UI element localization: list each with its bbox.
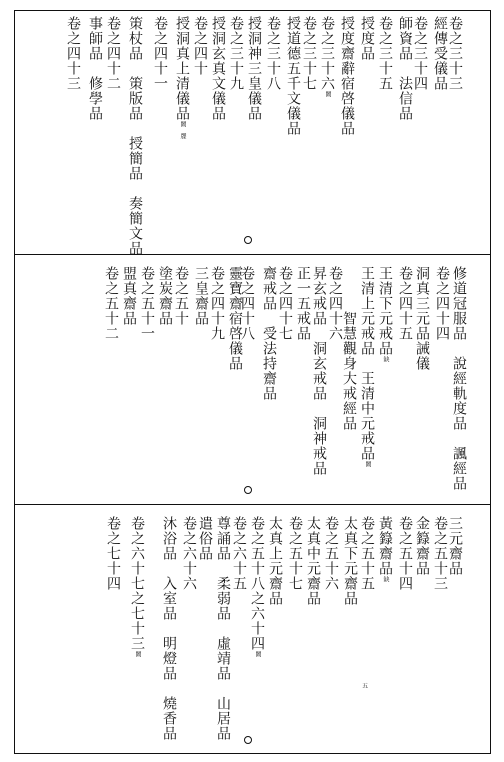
column-text: 授道德五千文儀品 [285,16,301,136]
index-column [448,16,462,91]
column-text: 卷之五十三 [432,516,448,591]
index-column [452,266,466,491]
column-text: 卷之四十 [192,16,208,76]
column-text: 卷之四十一 [152,16,168,91]
index-column [247,16,261,121]
index-column [268,516,282,606]
index-column [194,266,208,326]
column-text: 卷之三十三 [447,16,463,91]
index-column [122,266,136,326]
index-column [130,516,144,657]
column-text: 卷之六十六 [181,516,197,591]
column-note: 缺 [382,356,389,362]
column-text: 黃籙齋品 [377,516,393,576]
index-column [104,266,118,341]
column-text: 卷之四十四 [434,266,450,341]
column-text: 齋戒品 受法持齋品 [261,266,277,401]
index-column [174,266,188,326]
column-text: 事師品 修學品 [87,16,103,121]
column-text: 王清上元戒品 王清中元戒品 [359,266,375,461]
index-column [216,516,230,741]
index-column [415,266,429,371]
index-column [433,16,447,91]
column-text: 卷之四十七 [277,266,293,341]
column-text: 王清下元戒品 [377,266,393,356]
column-text: 卷之六十七之七十三 [129,516,145,651]
index-column [106,16,120,91]
index-column [302,16,316,91]
index-column [228,266,242,371]
index-column [378,16,392,91]
column-text: 授洞神三皇儀品 [246,16,262,121]
column-text: 三皇齋品 [193,266,209,326]
column-text: 卷之七十四 [105,516,121,591]
column-text: 修道冠服品 說經軌度品 諷經品 [451,266,467,491]
column-text: 授度齋辭宿啓儀品 [339,16,355,136]
index-column [413,16,427,91]
column-text: 卷之四十八 [239,266,255,341]
column-text: 沐浴品 入室品 明燈品 燒香品 [161,516,177,741]
index-column [360,16,374,61]
column-text: 卷之四十三 [65,16,81,91]
binding-hole-bottom [244,736,252,744]
index-column [435,266,449,341]
column-text: 正一五戒品 [295,266,311,341]
column-text: 卷之四十六 [327,266,343,341]
index-column [106,516,120,591]
column-text: 昇玄戒品 洞玄戒品 洞神戒品 [311,266,327,476]
column-text: 卷之三十八 [265,16,281,91]
column-text: 卷之四十二 [105,16,121,91]
index-column [266,16,280,91]
index-column [162,516,176,741]
column-note: 闕 [254,651,261,657]
column-text: 卷之四十五 [397,266,413,341]
column-text: 盟真齋品 [121,266,137,326]
index-column [182,516,196,591]
index-column [324,516,338,591]
index-column [378,266,392,362]
column-text: 卷之三十五 [377,16,393,91]
column-text: 金籙齋品 [414,516,430,576]
column-text: 卷之五十四 [397,516,413,591]
column-text: 授洞真上清儀品 [174,16,190,121]
index-column [158,266,172,326]
index-column [232,516,246,591]
page-number-mark: 五 [362,683,369,690]
index-column [175,16,189,139]
index-column [88,16,102,121]
index-column [433,516,447,591]
panel-divider-top [14,254,491,255]
column-note: 闕 [364,461,371,467]
index-column [128,16,142,256]
index-column [153,16,167,91]
index-column [360,516,374,591]
column-text: 卷之五十五 [359,516,375,591]
index-column [398,516,412,591]
column-text: 卷之三十七 [301,16,317,91]
index-column [320,16,334,97]
column-text: 卷之三十六 [319,16,335,91]
index-column [398,266,412,341]
index-column [296,266,310,341]
index-column [378,516,392,582]
column-text: 尊誦品 柔弱品 虛靖品 山居品 [215,516,231,741]
column-text: 洞真三元品誡儀 [414,266,430,371]
column-text: 三元齋品 [447,516,463,576]
index-column [288,516,302,591]
binding-hole-top [244,236,252,244]
column-text: 智慧觀身大戒經品 [341,266,357,431]
index-column [306,516,320,606]
index-column [340,16,354,136]
column-text: 卷之五十一 [139,266,155,341]
index-column [360,266,374,467]
column-note: 闕 牒 [179,121,186,139]
index-column [198,516,212,561]
index-column [262,266,276,401]
index-column [328,266,342,341]
column-note: 闕 [134,651,141,657]
column-text: 卷之三十九 [228,16,244,91]
column-text: 卷之六十五 [231,516,247,591]
column-text: 授洞玄真文儀品 [210,16,226,121]
index-column [250,516,264,657]
index-column [140,266,154,341]
column-text: 遣俗品 [197,516,213,561]
column-text: 經傳受儀品 [432,16,448,91]
index-column [398,16,412,121]
index-column [211,16,225,121]
column-text: 卷之四十九 [209,266,225,341]
index-column [343,516,357,606]
column-note: 闕 [324,91,331,97]
index-column [448,516,462,576]
index-column [193,16,207,76]
column-text: 卷之五十八之六十四 [249,516,265,651]
column-text: 卷之五十 [173,266,189,326]
column-text: 卷之五十六 [323,516,339,591]
index-column [278,266,292,341]
column-text: 太真上元齋品 [267,516,283,606]
binding-hole-middle [244,486,252,494]
index-column [286,16,300,136]
column-text: 卷之五十二 [103,266,119,341]
index-column [342,266,356,431]
index-column [66,16,80,91]
index-column [312,266,326,476]
column-text: 策杖品 策版品 授簡品 奏簡文品 [127,16,143,256]
column-text: 師資品 法信品 [397,16,413,121]
index-column [229,16,243,91]
panel-divider-bottom [14,504,491,505]
column-text: 塗炭齋品 [157,266,173,326]
column-text: 卷之五十七 [287,516,303,591]
column-text: 太真中元齋品 [305,516,321,606]
column-text: 靈寶齋宿啓儀品 [227,266,243,371]
column-text: 授度品 [359,16,375,61]
index-column [415,516,429,576]
column-note: 缺 [382,576,389,582]
column-text: 太真下元齋品 [342,516,358,606]
index-column [210,266,224,341]
column-text: 卷之三十四 [412,16,428,91]
